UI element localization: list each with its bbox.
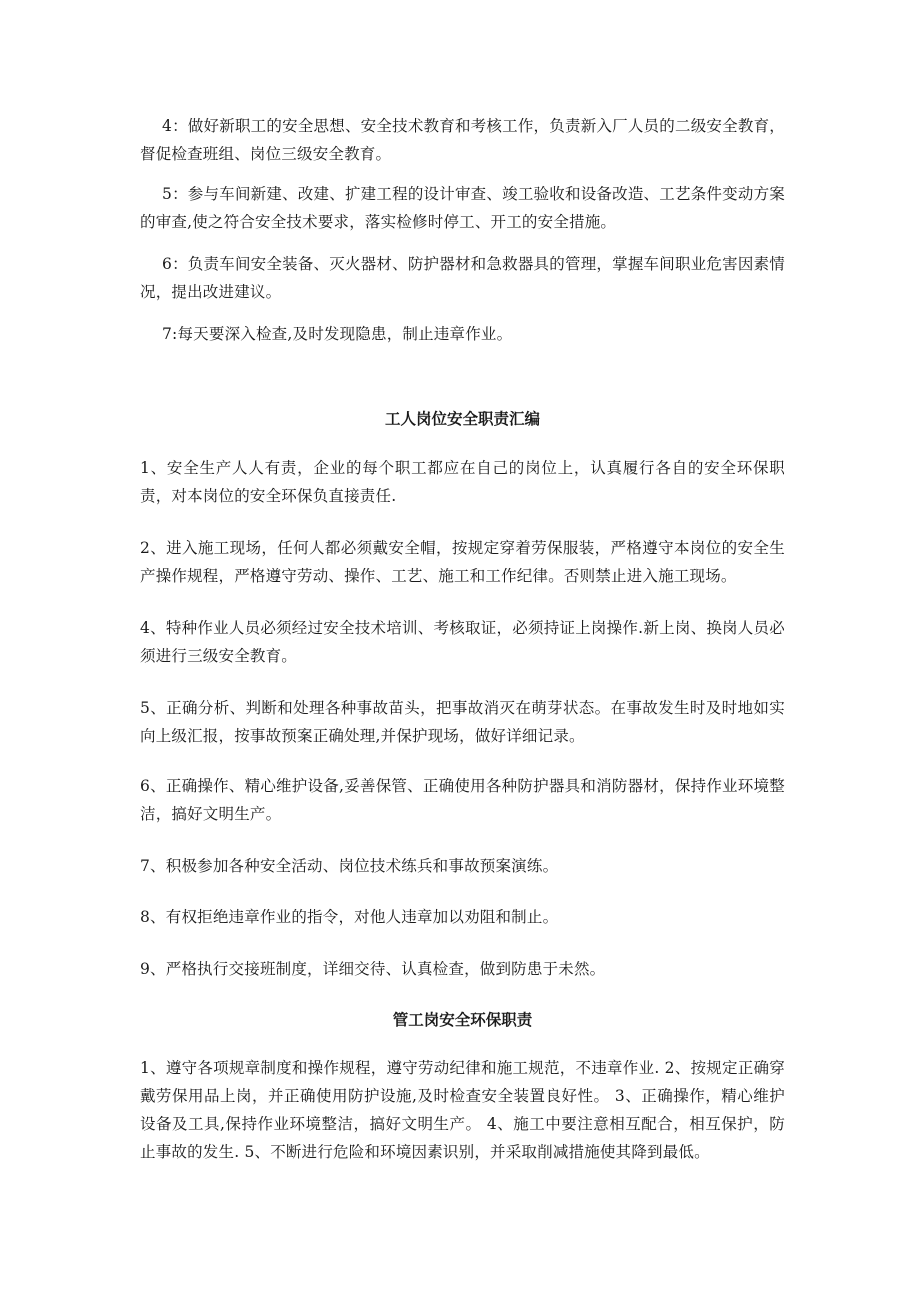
pipefitter-duties: 1、遵守各项规章制度和操作规程，遵守劳动纪律和施工规范，不违章作业. 2、按规定正确穿戴劳保用品上岗，并正确使用防护设施,及时检查安全装置良好性。 3、正确操作，精心维护设备及工具,保持作业环境整洁，搞好文明生产。 4、施工中要注意相互配合，相互保护，防止事故的发生. 5、不断进行危险和环境因素识别，并采取削减措施使其降到最低。 (140, 1059, 785, 1161)
worker-duty-1: 1、安全生产人人有责，企业的每个职工都应在自己的岗位上，认真履行各自的安全环保职责，对本岗位的安全环保负直接责任. (140, 459, 785, 505)
section-title-workers: 工人岗位安全职责汇编 (384, 410, 540, 428)
worker-duty-6: 6、正确操作、精心维护设备,妥善保管、正确使用各种防护器具和消防器材，保持作业环境整洁，搞好文明生产。 (140, 777, 785, 823)
duty-item-5: 5：参与车间新建、改建、扩建工程的设计审查、竣工验收和设备改造、工艺条件变动方案的审查,使之符合安全技术要求，落实检修时停工、开工的安全措施。 (140, 185, 785, 231)
worker-duty-2: 2、进入施工现场，任何人都必须戴安全帽，按规定穿着劳保服装，严格遵守本岗位的安全生产操作规程，严格遵守劳动、操作、工艺、施工和工作纪律。否则禁止进入施工现场。 (140, 539, 785, 585)
worker-duty-7: 7、积极参加各种安全活动、岗位技术练兵和事故预案演练。 (140, 857, 559, 875)
section-title-pipefitter: 管工岗安全环保职责 (392, 1011, 533, 1029)
duty-item-6: 6：负责车间安全装备、灭火器材、防护器材和急救器具的管理，掌握车间职业危害因素情况，提出改进建议。 (140, 255, 785, 301)
duty-item-7: 7:每天要深入检查,及时发现隐患，制止违章作业。 (162, 325, 513, 343)
worker-duty-9: 9、严格执行交接班制度，详细交待、认真检查，做到防患于未然。 (140, 960, 606, 978)
duty-item-4: 4：做好新职工的安全思想、安全技术教育和考核工作，负责新入厂人员的二级安全教育，督促检查班组、岗位三级安全教育。 (140, 117, 785, 163)
worker-duty-5: 5、正确分析、判断和处理各种事故苗头，把事故消灭在萌芽状态。在事故发生时及时地如实向上级汇报，按事故预案正确处理,并保护现场，做好详细记录。 (140, 699, 785, 745)
worker-duty-4: 4、特种作业人员必须经过安全技术培训、考核取证，必须持证上岗操作.新上岗、换岗人员必须进行三级安全教育。 (140, 619, 785, 665)
worker-duty-8: 8、有权拒绝违章作业的指令，对他人违章加以劝阻和制止。 (140, 908, 559, 926)
